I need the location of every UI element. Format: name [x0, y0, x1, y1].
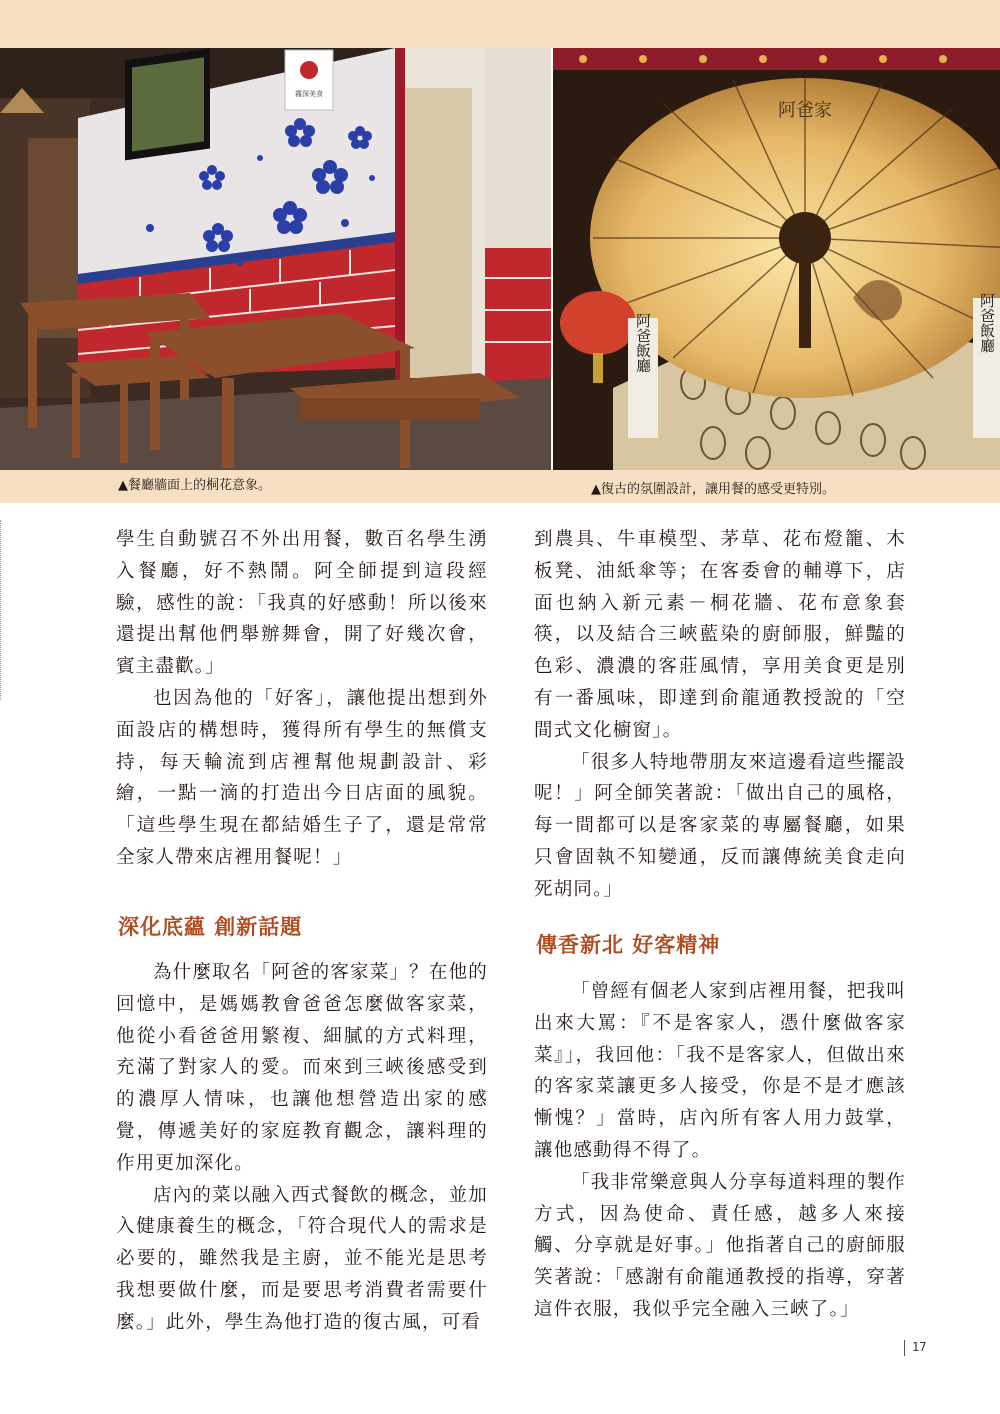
right-column-block-1 — [534, 524, 906, 906]
wall-sign-text: 霧深美食 — [295, 90, 323, 98]
paragraph: 「我非常樂意與人分享每道料理的製作方式，因為使命、責任感，越多人來接觸、分享就是好事。」他指著自己的廚師服笑著說：「感謝有俞龍通教授的指導，穿著這件衣服，我似乎完全融入三峽了。」 — [534, 1171, 906, 1320]
section-heading-left: 深化底蘊 創新話題 — [118, 915, 303, 939]
restaurant-wall-photo — [0, 48, 551, 470]
right-column-block-2 — [534, 976, 906, 1326]
page-number: 17 — [912, 1340, 927, 1354]
top-decor-band — [0, 0, 1000, 48]
paragraph: 「曾經有個老人家到店裡用餐，把我叫出來大罵：『不是客家人，憑什麼做客家菜』」，我回他：「我不是客家人，但做出來的客家菜讓更多人接受，你是不是才應該慚愧？」當時，店內所有客人用力鼓掌，讓他感動得不得了。 — [534, 981, 906, 1161]
right-photo-caption: ▲復古的氛圍設計，讓用餐的感受更特別。 — [591, 482, 835, 497]
left-column-block-2 — [116, 957, 488, 1339]
left-column-block-1 — [116, 524, 488, 874]
paragraph: 店內的菜以融入西式餐飲的概念，並加入健康養生的概念，「符合現代人的需求是必要的，雖然我是主廚，並不能光是思考我想要做什麼，而是要思考消費者需要什麼。」此外，學生為他打造的復古風，可看 — [116, 1184, 488, 1333]
left-photo-caption: ▲餐廳牆面上的桐花意象。 — [118, 478, 271, 493]
umbrella-illustration — [553, 48, 1000, 470]
paragraph: 也因為他的「好客」，讓他提出想到外面設店的構想時，獲得所有學生的無償支持，每天輪流到店裡幫他規劃設計、彩繪，一點一滴的打造出今日店面的風貌。「這些學生現在都結婚生子了，還是常常全家人帶來店裡用餐呢！」 — [116, 687, 488, 868]
paragraph: 「很多人特地帶朋友來這邊看這些擺設呢！」阿全師笑著說：「做出自己的風格，每一間都可以是客家菜的專屬餐廳，如果只會固執不知變通，反而讓傳統美食走向死胡同。」 — [534, 751, 906, 900]
umbrella-decor-photo — [553, 48, 1000, 470]
page-number-rule — [904, 1340, 905, 1356]
section-heading-right: 傳香新北 好客精神 — [536, 933, 721, 957]
right-banner-text: 阿爸飯廳 — [978, 293, 996, 353]
paragraph: 學生自動號召不外出用餐，數百名學生湧入餐廳，好不熱鬧。阿全師提到這段經驗，感性的說：「我真的好感動！所以後來還提出幫他們舉辦舞會，開了好幾次會，賓主盡歡。」 — [116, 529, 488, 678]
margin-dotted-rule — [0, 520, 2, 700]
left-banner-text: 阿爸飯廳 — [634, 313, 652, 373]
umbrella-calligraphy: 阿爸家 — [778, 100, 832, 121]
paragraph: 到農具、牛車模型、茅草、花布燈籠、木板凳、油紙傘等；在客委會的輔導下，店面也納入新元素－桐花牆、花布意象套筷，以及結合三峽藍染的廚師服，鮮豔的色彩、濃濃的客莊風情，享用美食更是別有一番風味，即達到俞龍通教授說的「空間式文化櫥窗」。 — [534, 529, 906, 741]
paragraph: 為什麼取名「阿爸的客家菜」？在他的回憶中，是媽媽教會爸爸怎麼做客家菜，他從小看爸爸用繁複、細膩的方式料理，充滿了對家人的愛。而來到三峽後感受到的濃厚人情味，也讓他想營造出家的感覺，傳遞美好的家庭教育觀念，讓料理的作用更加深化。 — [116, 962, 488, 1174]
restaurant-wall-illustration — [0, 48, 551, 470]
